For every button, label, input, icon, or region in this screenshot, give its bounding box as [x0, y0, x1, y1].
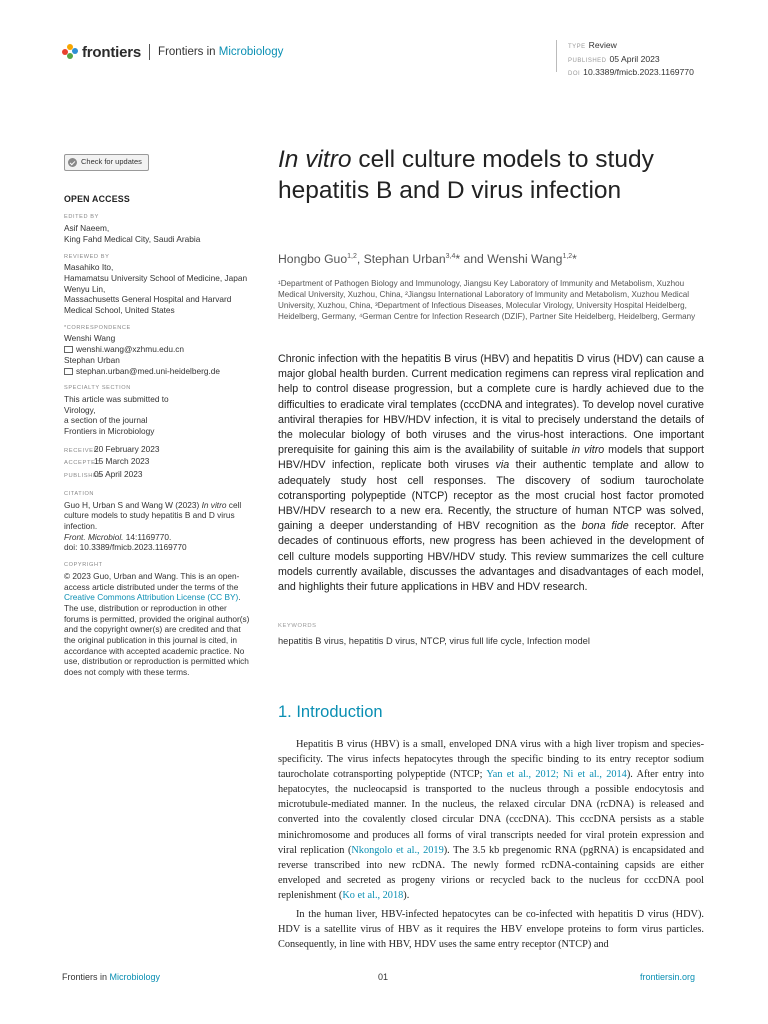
published-date: PUBLISHED05 April 2023 — [64, 469, 143, 480]
reviewer-name: Wenyu Lin, — [64, 283, 106, 294]
article-published: PUBLISHED 05 April 2023 — [568, 53, 660, 64]
mail-icon — [64, 346, 73, 353]
specialty-line: Virology, — [64, 404, 96, 415]
reviewer-affiliation: Massachusetts General Hospital and Harvard Medical School, United States — [64, 294, 232, 316]
keywords: hepatitis B virus, hepatitis D virus, NTCP, virus full life cycle, Infection model — [278, 636, 590, 646]
copyright-label: COPYRIGHT — [64, 562, 103, 569]
abstract: Chronic infection with the hepatitis B virus (HBV) and hepatitis D virus (HDV) can cause a major global health burden. Current medication regimens can repress viral replication and help to control disease progression, but a complete cure is hardly achieved due to the difficulties to eradicate viral templates (cccDNA and integrates). To develop novel curative antiviral therapies for HBV/HDV infection, it is vital to precisely understand the details of the molecular biology of both viruses and the virus-host interactions. One important prerequisite for gaining this aim is the availability of suitable in vitro models that support HBV/HDV infection, replicate both viruses via their authentic template and allow to adequately study host cell responses. The discovery of sodium taurocholate cotransporting polypeptide (NTCP) receptor as the most crucial host factor promoted HBV/HDV research to a new era. Recently, the structure of human NTCP was solved, gaining a deeper understanding of HBV recognition as the bona fide receptor. After decades of continuous efforts, new progress has been achieved in the development of cell culture models supporting HBV/HDV study. This review summarizes the cell culture models currently available, discusses the advantages and disadvantages of each model, and highlights their future applications in HBV and HDV research. — [278, 353, 704, 594]
citation-doi: doi: 10.3389/fmicb.2023.1169770 — [64, 542, 187, 553]
editor-affiliation: King Fahd Medical City, Saudi Arabia — [64, 233, 201, 244]
frontiers-logo-icon — [62, 44, 78, 60]
specialty-line: Frontiers in Microbiology — [64, 426, 155, 437]
logo-divider — [149, 44, 150, 60]
citation-text: Guo H, Urban S and Wang W (2023) In vitro cell culture models to study hepatitis B and D virus infection. — [64, 499, 242, 531]
article-meta — [568, 40, 694, 81]
article-doi: DOI 10.3389/fmicb.2023.1169770 — [568, 67, 694, 77]
sidebar — [64, 154, 254, 678]
edited-by-label: EDITED BY — [64, 214, 99, 221]
editor-name: Asif Naeem, — [64, 223, 110, 234]
cc-by-license-link[interactable]: Creative Commons Attribution License (CC BY) — [64, 592, 239, 603]
open-access-label: OPEN ACCESS — [64, 193, 130, 204]
author: Hongbo Guo — [278, 252, 348, 266]
paragraph: In the human liver, HBV-infected hepatocytes can be co-infected with hepatitis D virus (HDV). HDV is a satellite virus of HBV as it requires the HBV envelope proteins to form virus particles. Consequently, in line with HBV, HDV uses the same entry receptor (NTCP) and — [278, 909, 704, 951]
citation-link[interactable]: Ko et al., 2018 — [342, 889, 404, 901]
frontiers-logo[interactable] — [62, 42, 283, 62]
specialty-line: This article was submitted to — [64, 393, 169, 404]
keywords-label: KEYWORDS — [278, 623, 317, 629]
correspondent-name: Wenshi Wang — [64, 333, 116, 344]
correspondent-email[interactable]: wenshi.wang@xzhmu.edu.cn — [64, 344, 254, 355]
mail-icon — [64, 368, 73, 375]
brand-name: frontiers — [82, 43, 142, 61]
body-text — [278, 737, 704, 956]
article-type: TYPE Review — [568, 40, 617, 50]
article-title: In vitro cell culture models to study hepatitis B and D virus infection — [278, 146, 654, 204]
correspondent-email[interactable]: stephan.urban@med.uni-heidelberg.de — [64, 366, 254, 377]
accepted-date: ACCEPTED15 March 2023 — [64, 456, 150, 467]
footer-site-link[interactable]: frontiersin.org — [640, 972, 696, 982]
reviewer-affiliation: Hamamatsu University School of Medicine, Japan — [64, 272, 248, 283]
copyright-text: © 2023 Guo, Urban and Wang. This is an open-access article distributed under the terms of the Creative Commons Attribution License (CC BY). The use, distribution or reproduction in other forums is permitted, provided the original author(s) and the copyright owner(s) are credited and that the original publication in this journal is cited, in accordance with accepted academic practice. No use, distribution or reproduction is permitted which does not comply with these terms. — [64, 570, 250, 678]
author: Wenshi Wang — [487, 252, 563, 266]
correspondent-name: Stephan Urban — [64, 354, 120, 365]
citation-journal: Front. Microbiol. 14:1169770. — [64, 531, 172, 542]
specialty-line: a section of the journal — [64, 415, 148, 426]
section-heading: 1. Introduction — [278, 703, 383, 721]
correspondence-label: *CORRESPONDENCE — [64, 324, 131, 331]
page-number: 01 — [378, 972, 389, 982]
check-icon — [68, 158, 77, 167]
received-date: RECEIVED20 February 2023 — [64, 443, 160, 454]
reviewer-name: Masahiko Ito, — [64, 262, 114, 273]
journal-name: Frontiers in Microbiology — [158, 46, 284, 58]
citation-label: CITATION — [64, 490, 95, 497]
reviewed-by-label: REVIEWED BY — [64, 253, 110, 260]
paragraph: Hepatitis B virus (HBV) is a small, enveloped DNA virus with a high liver tropism and species-specificity. The virus infects hepatocytes through the specific binding to its entry receptor sodium taurocholate cotransporting polypeptide (NTCP; Yan et al., 2012; Ni et al., 2014). After entry into hepatocytes, the nucleocapsid is transported to the nucleus through a possible endocytosis and microtubule-mediated manner. In the nucleus, the relaxed circular DNA (rcDNA) is released and converted into the covalently closed circular DNA (cccDNA). This cccDNA persists as a stable minichromosome and produces all forms of viral transcripts needed for viral protein expression and viral replication (Nkongolo et al., 2019). The 3.5 kb pregenomic RNA (pgRNA) is encapsidated and reverse transcribed into new rcDNA. The newly formed rcDNA-containing capsids are either enveloped and secreted as progeny virions or recycled back to the nucleus for cccDNA pool replenishment (Ko et al., 2018). — [278, 739, 704, 901]
citation-link[interactable]: Yan et al., 2012; Ni et al., 2014 — [486, 769, 627, 781]
citation-link[interactable]: Nkongolo et al., 2019 — [351, 844, 444, 856]
specialty-section-label: SPECIALTY SECTION — [64, 385, 131, 392]
check-for-updates-button[interactable]: Check for updates — [64, 154, 149, 171]
author-list: Hongbo Guo$^{1,2}$, Stephan Urban$^{3,4}$* and Wenshi Wang$^{1,2}$* — [278, 252, 577, 266]
footer-journal: Frontiers in Microbiology — [62, 972, 161, 982]
header-divider — [556, 40, 557, 72]
affiliations: ¹Department of Pathogen Biology and Immunology, Jiangsu Key Laboratory of Immunity and Metabolism, Xuzhou Medical University, Xuzhou, China, ²Jiangsu International Laboratory of Immunity and Metabolism, Xuzhou Medical University, Xuzhou, China, ³Department of Infectious Diseases, Molecular Virology, University Hospital Heidelberg, Heidelberg, Germany, ⁴German Centre for Infection Research (DZIF), Partner Site Heidelberg, Heidelberg, Germany — [278, 279, 696, 321]
author: Stephan Urban — [363, 252, 446, 266]
